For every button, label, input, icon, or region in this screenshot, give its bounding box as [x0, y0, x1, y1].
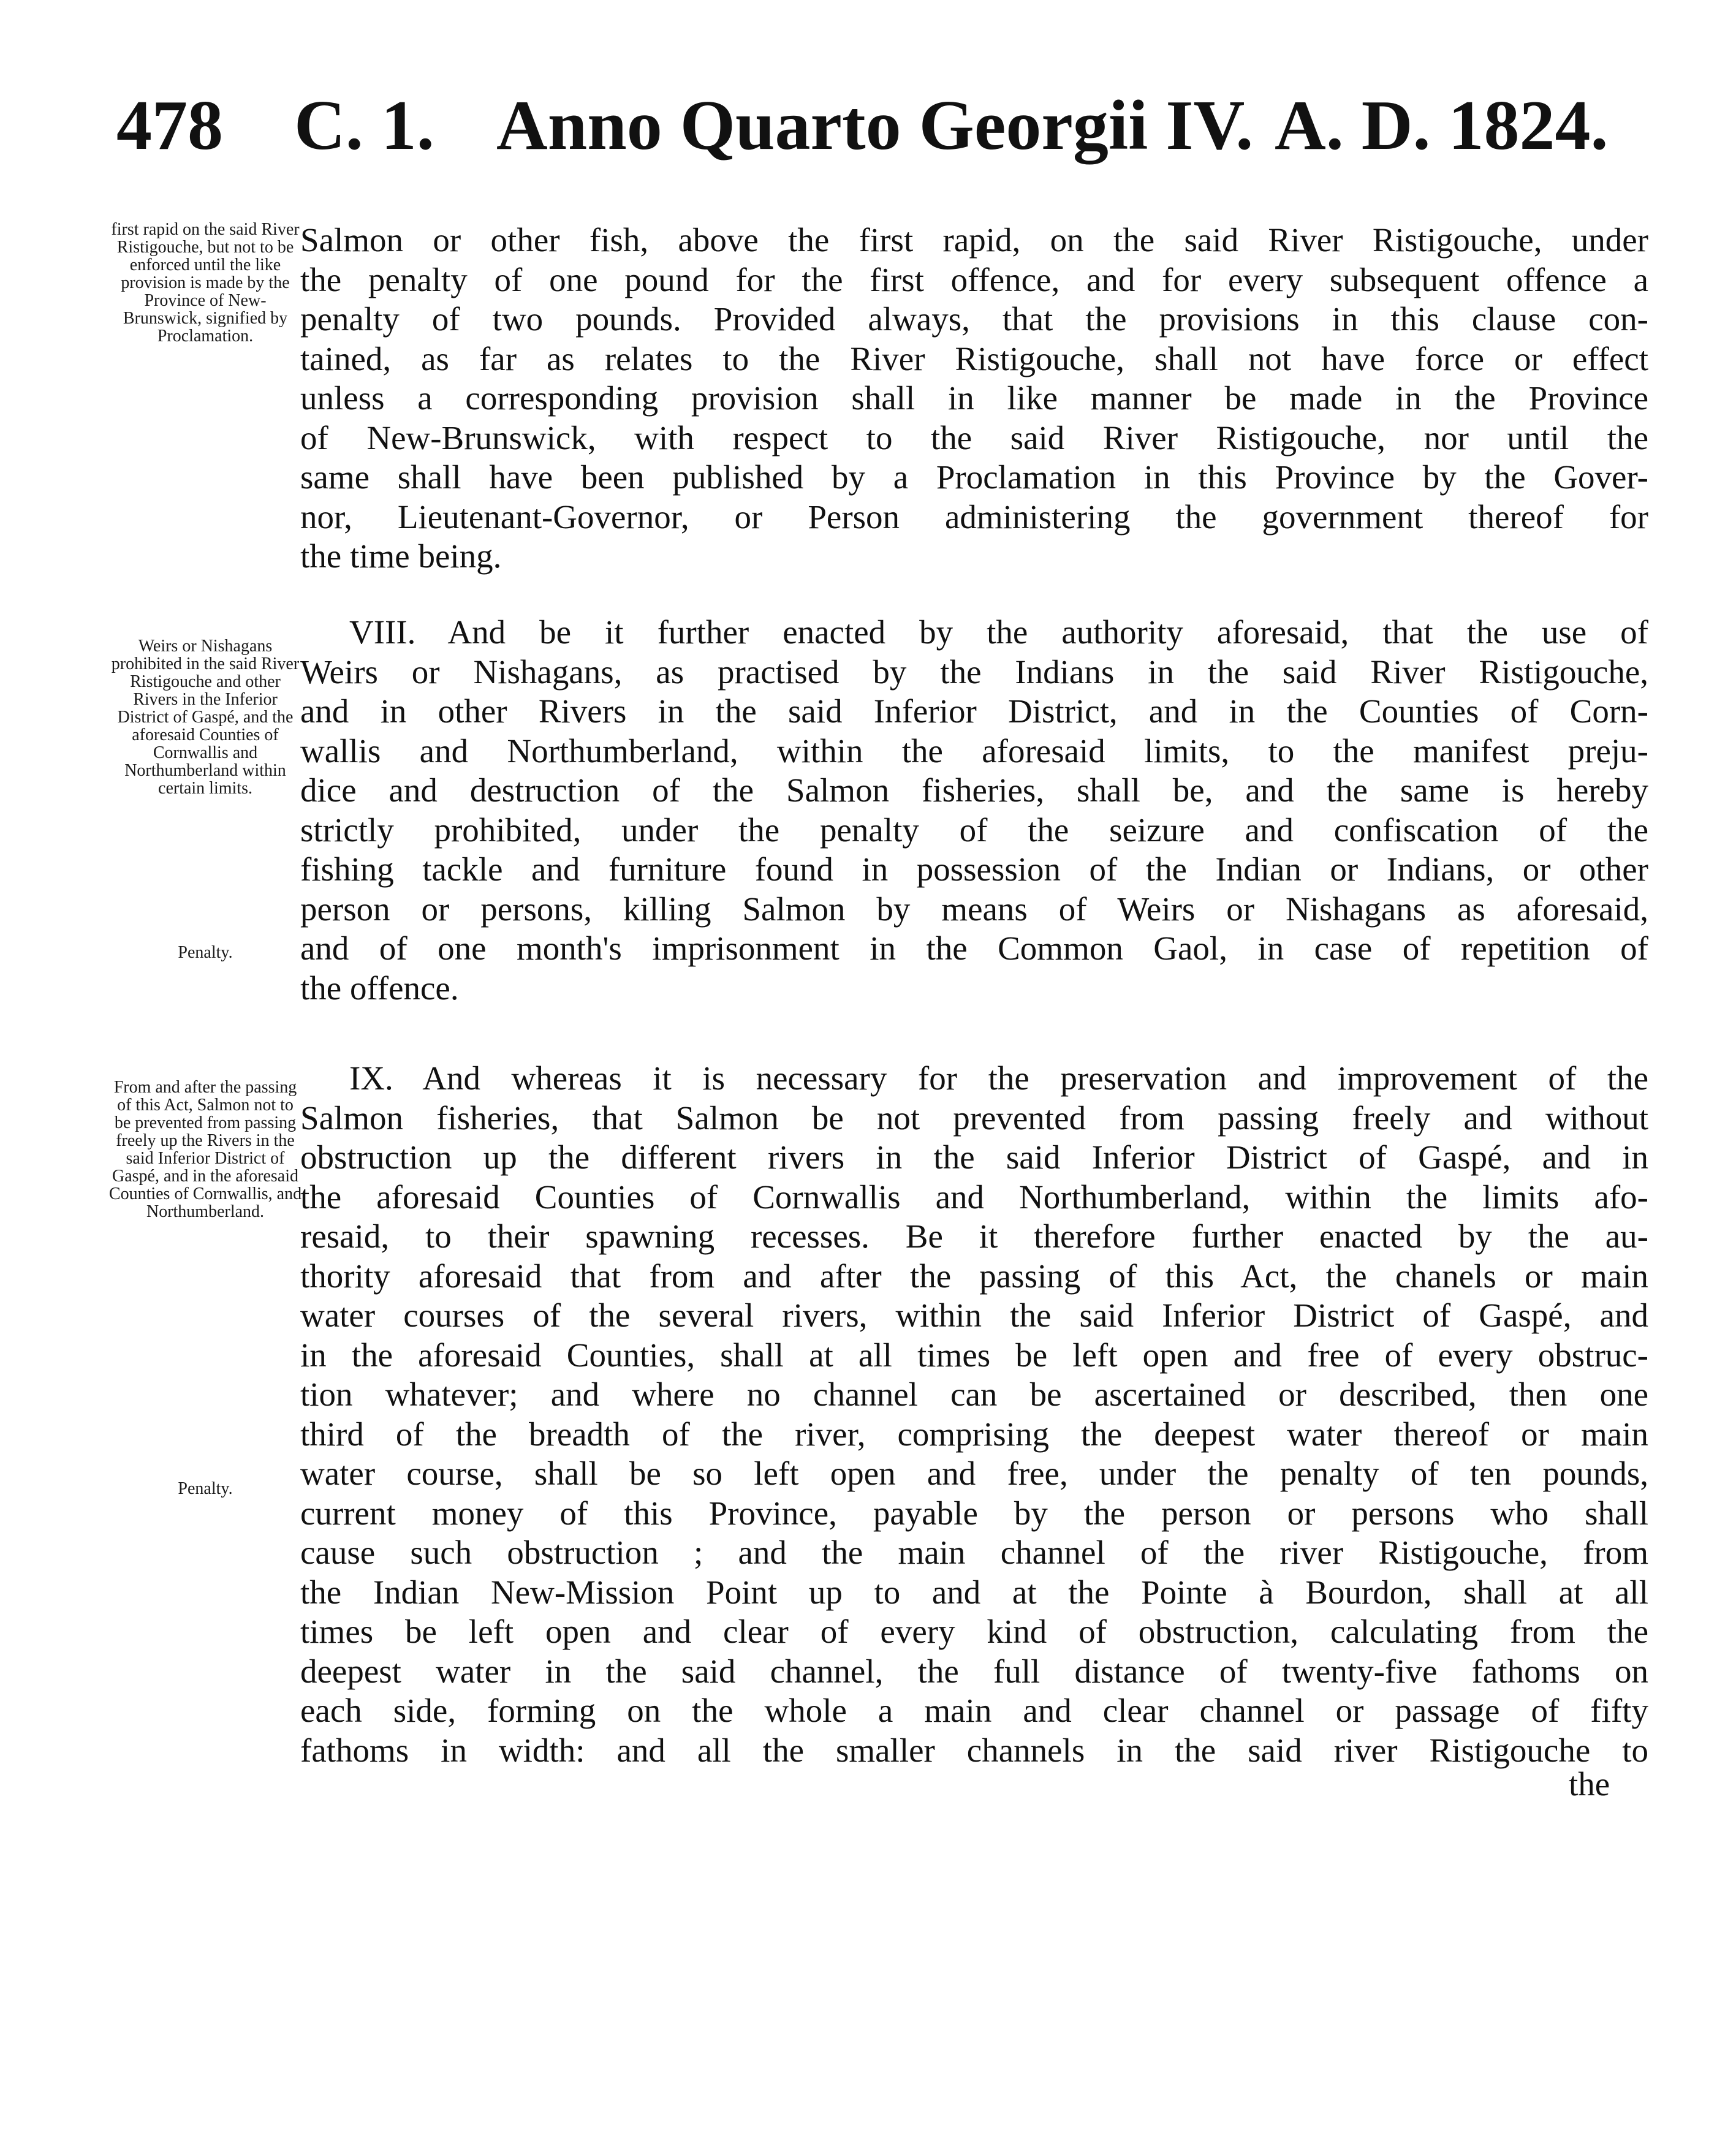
text-line: strictly prohibited, under the penalty of the seizure and confiscation of the	[300, 811, 1648, 849]
text-line: unless a corresponding provision shall in like manner be made in the Province	[300, 379, 1648, 417]
section-ix	[300, 1059, 1648, 1770]
catchword: the	[1569, 1765, 1610, 1803]
text-line: tion whatever; and where no channel can be ascertained or described, then one	[300, 1376, 1648, 1413]
text-line: VIII. And be it further enacted by the authority aforesaid, that the use of	[349, 613, 1648, 651]
regnal-title: Anno Quarto Georgii IV.	[496, 86, 1254, 165]
margin-note-salmon-passage: From and after the passing of this Act, Salmon not to be prevented from passing freely up the Rivers in the said Inferior District of Gaspé, and in the aforesaid Counties of Cornwallis, and Northumberland.	[108, 1078, 302, 1221]
text-line: water courses of the several rivers, within the said Inferior District of Gaspé, and	[300, 1297, 1648, 1334]
text-line: resaid, to their spawning recesses. Be it therefore further enacted by the au-	[300, 1218, 1648, 1255]
text-line: nor, Lieutenant-Governor, or Person administering the government thereof for	[300, 498, 1648, 536]
text-line: current money of this Province, payable by the person or persons who shall	[300, 1494, 1648, 1532]
text-line: cause such obstruction ; and the main channel of the river Ristigouche, from	[300, 1534, 1648, 1571]
text-line: obstruction up the different rivers in the said Inferior District of Gaspé, and in	[300, 1138, 1648, 1176]
text-line: and in other Rivers in the said Inferior District, and in the Counties of Corn-	[300, 692, 1648, 730]
text-line: the offence.	[300, 969, 459, 1007]
text-line: Salmon fisheries, that Salmon be not prevented from passing freely and without	[300, 1099, 1648, 1137]
text-line: the time being.	[300, 537, 502, 575]
text-line: deepest water in the said channel, the full distance of twenty-five fathoms on	[300, 1652, 1648, 1690]
text-line: same shall have been published by a Proclamation in this Province by the Gover-	[300, 458, 1648, 496]
text-line: tained, as far as relates to the River Ristigouche, shall not have force or effect	[300, 339, 1648, 377]
section-viii	[300, 613, 1648, 1008]
running-header	[116, 80, 1648, 178]
text-line: fathoms in width: and all the smaller channels in the said river Ristigouche to	[300, 1731, 1648, 1769]
text-line: Weirs or Nishagans, as practised by the Indians in the said River Ristigouche,	[300, 653, 1648, 691]
margin-note-ristigouche-rapid: first rapid on the said River Ristigouche, but not to be enforced until the like provision is made by the Province of New-Brunswick, signified by Proclamation.	[111, 220, 300, 346]
text-line: the Indian New-Mission Point up to and at the Pointe à Bourdon, shall at all	[300, 1573, 1648, 1611]
text-line: times be left open and clear of every kind of obstruction, calculating from the	[300, 1613, 1648, 1650]
margin-note-penalty-2: Penalty.	[178, 1479, 233, 1498]
text-line: third of the breadth of the river, comprising the deepest water thereof or main	[300, 1415, 1648, 1453]
year: A. D. 1824.	[1275, 86, 1609, 165]
chapter-number: C. 1.	[294, 86, 434, 165]
text-line: Salmon or other fish, above the first rapid, on the said River Ristigouche, under	[300, 221, 1648, 259]
text-line: IX. And whereas it is necessary for the preservation and improvement of the	[349, 1059, 1648, 1097]
page-number: 478	[116, 86, 223, 165]
text-line: water course, shall be so left open and free, under the penalty of ten pounds,	[300, 1455, 1648, 1492]
text-line: in the aforesaid Counties, shall at all times be left open and free of every obstruc-	[300, 1336, 1648, 1374]
text-line: penalty of two pounds. Provided always, that the provisions in this clause con-	[300, 300, 1648, 338]
text-line: the penalty of one pound for the first offence, and for every subsequent offence a	[300, 260, 1648, 298]
text-line: fishing tackle and furniture found in possession of the Indian or Indians, or other	[300, 850, 1648, 888]
text-line: each side, forming on the whole a main and clear channel or passage of fifty	[300, 1692, 1648, 1729]
text-line: wallis and Northumberland, within the aforesaid limits, to the manifest preju-	[300, 732, 1648, 770]
text-line: and of one month's imprisonment in the Common Gaol, in case of repetition of	[300, 930, 1648, 967]
text-line: thority aforesaid that from and after the passing of this Act, the chanels or main	[300, 1257, 1648, 1295]
paragraph-continuation	[300, 221, 1648, 577]
text-line: of New-Brunswick, with respect to the said River Ristigouche, nor until the	[300, 418, 1648, 456]
margin-note-penalty: Penalty.	[178, 943, 233, 962]
text-line: the aforesaid Counties of Cornwallis and Northumberland, within the limits afo-	[300, 1178, 1648, 1216]
text-line: person or persons, killing Salmon by means of Weirs or Nishagans as aforesaid,	[300, 890, 1648, 928]
text-line: dice and destruction of the Salmon fisheries, shall be, and the same is hereby	[300, 771, 1648, 809]
margin-note-weirs-prohibited: Weirs or Nishagans prohibited in the said River Ristigouche and other Rivers in the Inferior District of Gaspé, and the aforesaid Counties of Cornwallis and Northumberland within certain limits.	[111, 637, 300, 798]
